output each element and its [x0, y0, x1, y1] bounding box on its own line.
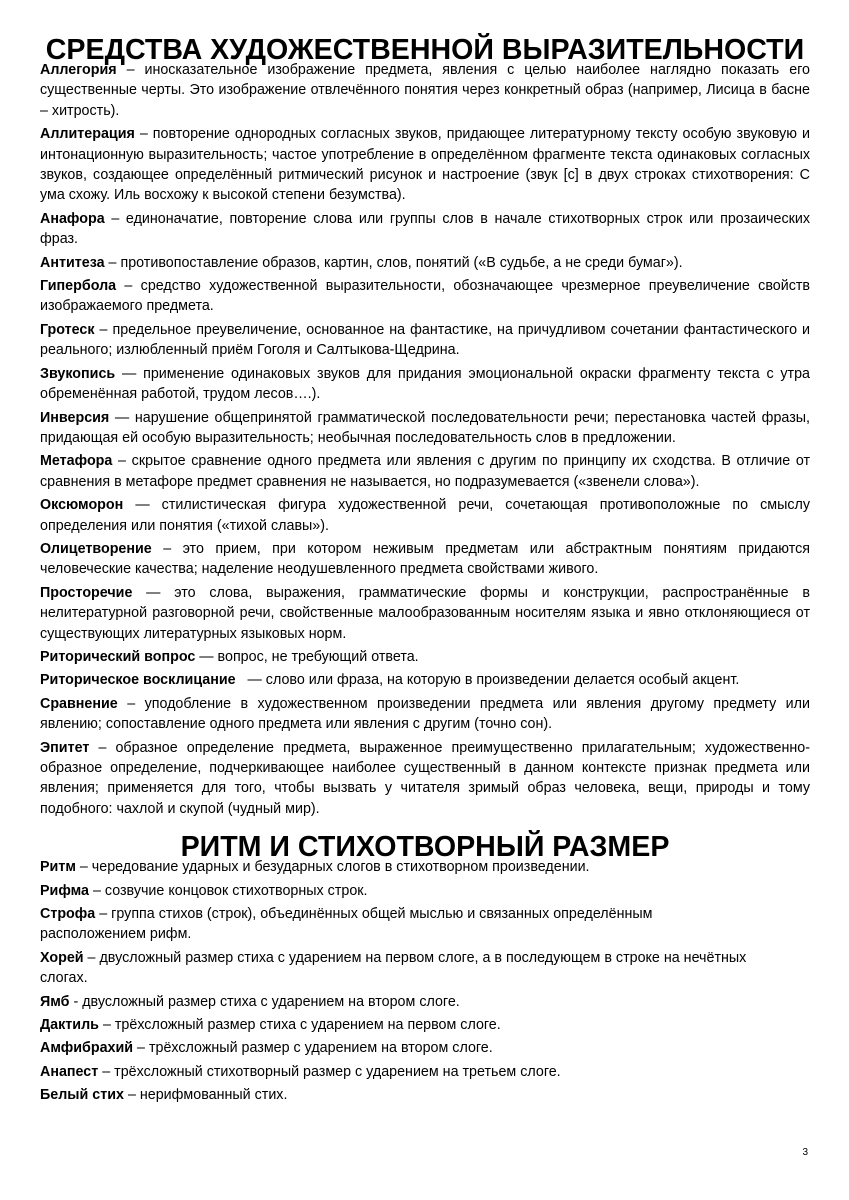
entry-allegory: [40, 60, 810, 121]
entry-oxymoron: [40, 495, 810, 536]
entry-definition: – группа стихов (строк), объединённых общей мыслью и связанных определённым расположением рифм.: [40, 906, 653, 943]
entry-term: Метафора: [40, 453, 113, 470]
entry-definition: — стилистическая фигура художественной речи, сочетающая противоположные по смыслу определения или понятия («тихой славы»).: [40, 497, 810, 534]
entry-term: Белый стих: [40, 1087, 124, 1104]
entry-stanza: [40, 904, 810, 945]
entry-definition: – уподобление в художественном произведении предмета или явления другому предмету или явлению; сопоставление одного предмета или явления с другим (точно сон).: [40, 695, 810, 733]
entry-term: Олицетворение: [40, 540, 152, 557]
entry-definition: – трёхсложный размер с ударением на втором слоге.: [133, 1040, 493, 1057]
entry-trochee: [40, 948, 810, 989]
entry-definition: – иносказательное изображение предмета, явления с целью наиболее наглядно показать его существенные черты. Это изображение отвлечённого понятия через конкретный образ (например, Лисица в басне – хитрость).: [40, 62, 810, 119]
entry-definition: – противопоставление образов, картин, слов, понятий («В судьбе, а не среди бумаг»).: [104, 254, 683, 271]
entry-term: Хорей: [40, 949, 84, 966]
entry-term: Аллитерация: [40, 126, 135, 143]
entry-definition: — слово или фраза, на которую в произведении делается особый акцент.: [235, 672, 740, 689]
entry-vernacular: [40, 583, 810, 644]
entry-sound-writing: [40, 364, 810, 405]
entry-term: Антитеза: [40, 254, 105, 271]
entry-definition: – образное определение предмета, выраженное преимущественно прилагательным; художественно-образное определение, подчеркивающее наиболее существенный в данном контексте признак предмета или явления; применяется для того, чтобы вызвать у читателя зримый образ человека, вещи, природы и тому подобного: чахлой и скупой (чудный мир).: [40, 739, 810, 817]
entry-inversion: [40, 408, 810, 449]
entry-term: Гипербола: [40, 278, 117, 295]
entry-definition: — вопрос, не требующий ответа.: [195, 648, 419, 665]
entry-definition: — это слова, выражения, грамматические формы и конструкции, распространённые в нелитературной разговорной речи, свойственные малообразованным носителям языка и явно отклоняющиеся от существующих литературных языковых норм.: [40, 584, 810, 642]
entry-definition: – предельное преувеличение, основанное на фантастике, на причудливом сочетании фантастического и реального; излюбленный приём Гоголя и Салтыкова-Щедрина.: [40, 321, 810, 359]
page-number: 3: [802, 1147, 808, 1158]
entry-definition: – трёхсложный стихотворный размер с ударением на третьем слоге.: [98, 1063, 561, 1080]
entry-anaphora: [40, 209, 810, 250]
entry-grotesque: [40, 320, 810, 361]
entry-term: Звукопись: [40, 365, 116, 382]
entry-definition: – средство художественной выразительности, обозначающее чрезмерное преувеличение свойств изображаемого предмета.: [40, 278, 810, 315]
entry-personification: [40, 539, 810, 580]
entry-definition: – двусложный размер стиха с ударением на первом слоге, а в последующем в строке на нечётных слогах.: [40, 949, 747, 987]
entry-term: Риторическое восклицание: [40, 672, 236, 689]
entry-epithet: [40, 738, 810, 820]
entry-iamb: [40, 992, 810, 1012]
entry-term: Оксюморон: [40, 497, 124, 514]
entry-alliteration: [40, 124, 810, 206]
entry-term: Анафора: [40, 210, 105, 227]
entry-rhyme: [40, 881, 810, 901]
entry-definition: — нарушение общепринятой грамматической последовательности речи; перестановка частей фразы, придающая ей особую выразительность; необычная последовательность слов в предложении.: [40, 409, 810, 446]
entry-definition: – это прием, при котором неживым предметам или абстрактным понятиям придаются человеческие качества; наделение неодушевленного предмета свойствами живого.: [40, 540, 810, 578]
entry-amphibrach: [40, 1038, 810, 1058]
entry-definition: – единоначатие, повторение слова или группы слов в начале стихотворных строк или прозаических фраз.: [40, 210, 810, 248]
entry-definition: — применение одинаковых звуков для придания эмоциональной окраски фрагменту текста с утра обременённая работой, трудом лесов….).: [40, 365, 810, 403]
entry-term: Анапест: [40, 1063, 99, 1080]
document-page: [40, 34, 810, 1109]
entry-term: Аллегория: [40, 62, 117, 78]
entry-comparison: [40, 694, 810, 735]
entry-term: Риторический вопрос: [40, 648, 196, 665]
entry-definition: – созвучие концовок стихотворных строк.: [89, 882, 368, 899]
entry-definition: – скрытое сравнение одного предмета или явления с другим по принципу их сходства. В отличие от сравнения в метафоре предмет сравнения не называется, но подразумевается («звенели слова»).: [40, 453, 810, 490]
entry-definition: – нерифмованный стих.: [123, 1087, 288, 1104]
entry-hyperbole: [40, 276, 810, 317]
entry-rhetorical-question: [40, 647, 810, 667]
entry-definition: - двусложный размер стиха с ударением на втором слоге.: [69, 993, 460, 1010]
entry-term: Строфа: [40, 906, 96, 923]
entry-term: Ямб: [40, 993, 70, 1010]
entry-definition: – чередование ударных и безударных слогов в стихотворном произведении.: [75, 859, 590, 876]
entry-rhetorical-exclamation: [40, 670, 810, 690]
entry-term: Инверсия: [40, 409, 110, 426]
entry-definition: – повторение однородных согласных звуков, придающее литературному тексту особую звуковую и интонационную выразительность; частое употребление в определённом фрагменте текста одинаковых согласных звуков, создающее определённый ритмический рисунок и настроение (звук [с] в двух строках стихотворения: С ума схожу. Иль восхожу к высокой степени безумства).: [40, 126, 810, 204]
entry-term: Просторечие: [40, 584, 133, 601]
entry-metaphor: [40, 451, 810, 492]
section-title-expressive-means: СРЕДСТВА ХУДОЖЕСТВЕННОЙ ВЫРАЗИТЕЛЬНОСТИ: [45, 34, 805, 66]
section-title-rhythm-and-meter: РИТМ И СТИХОТВОРНЫЙ РАЗМЕР: [180, 831, 670, 864]
entry-term: Гротеск: [40, 321, 95, 338]
entry-antithesis: [40, 253, 810, 273]
entry-term: Ритм: [40, 859, 76, 876]
entry-blank-verse: [40, 1085, 810, 1105]
entry-anapest: [40, 1062, 810, 1082]
entry-dactyl: [40, 1015, 810, 1035]
entry-term: Рифма: [40, 882, 89, 899]
entry-term: Амфибрахий: [40, 1040, 134, 1057]
entry-term: Дактиль: [40, 1017, 99, 1034]
entry-rhythm: [40, 857, 810, 877]
entry-term: Сравнение: [40, 695, 118, 712]
entry-term: Эпитет: [40, 739, 90, 756]
entry-definition: – трёхсложный размер стиха с ударением на первом слоге.: [98, 1017, 501, 1034]
